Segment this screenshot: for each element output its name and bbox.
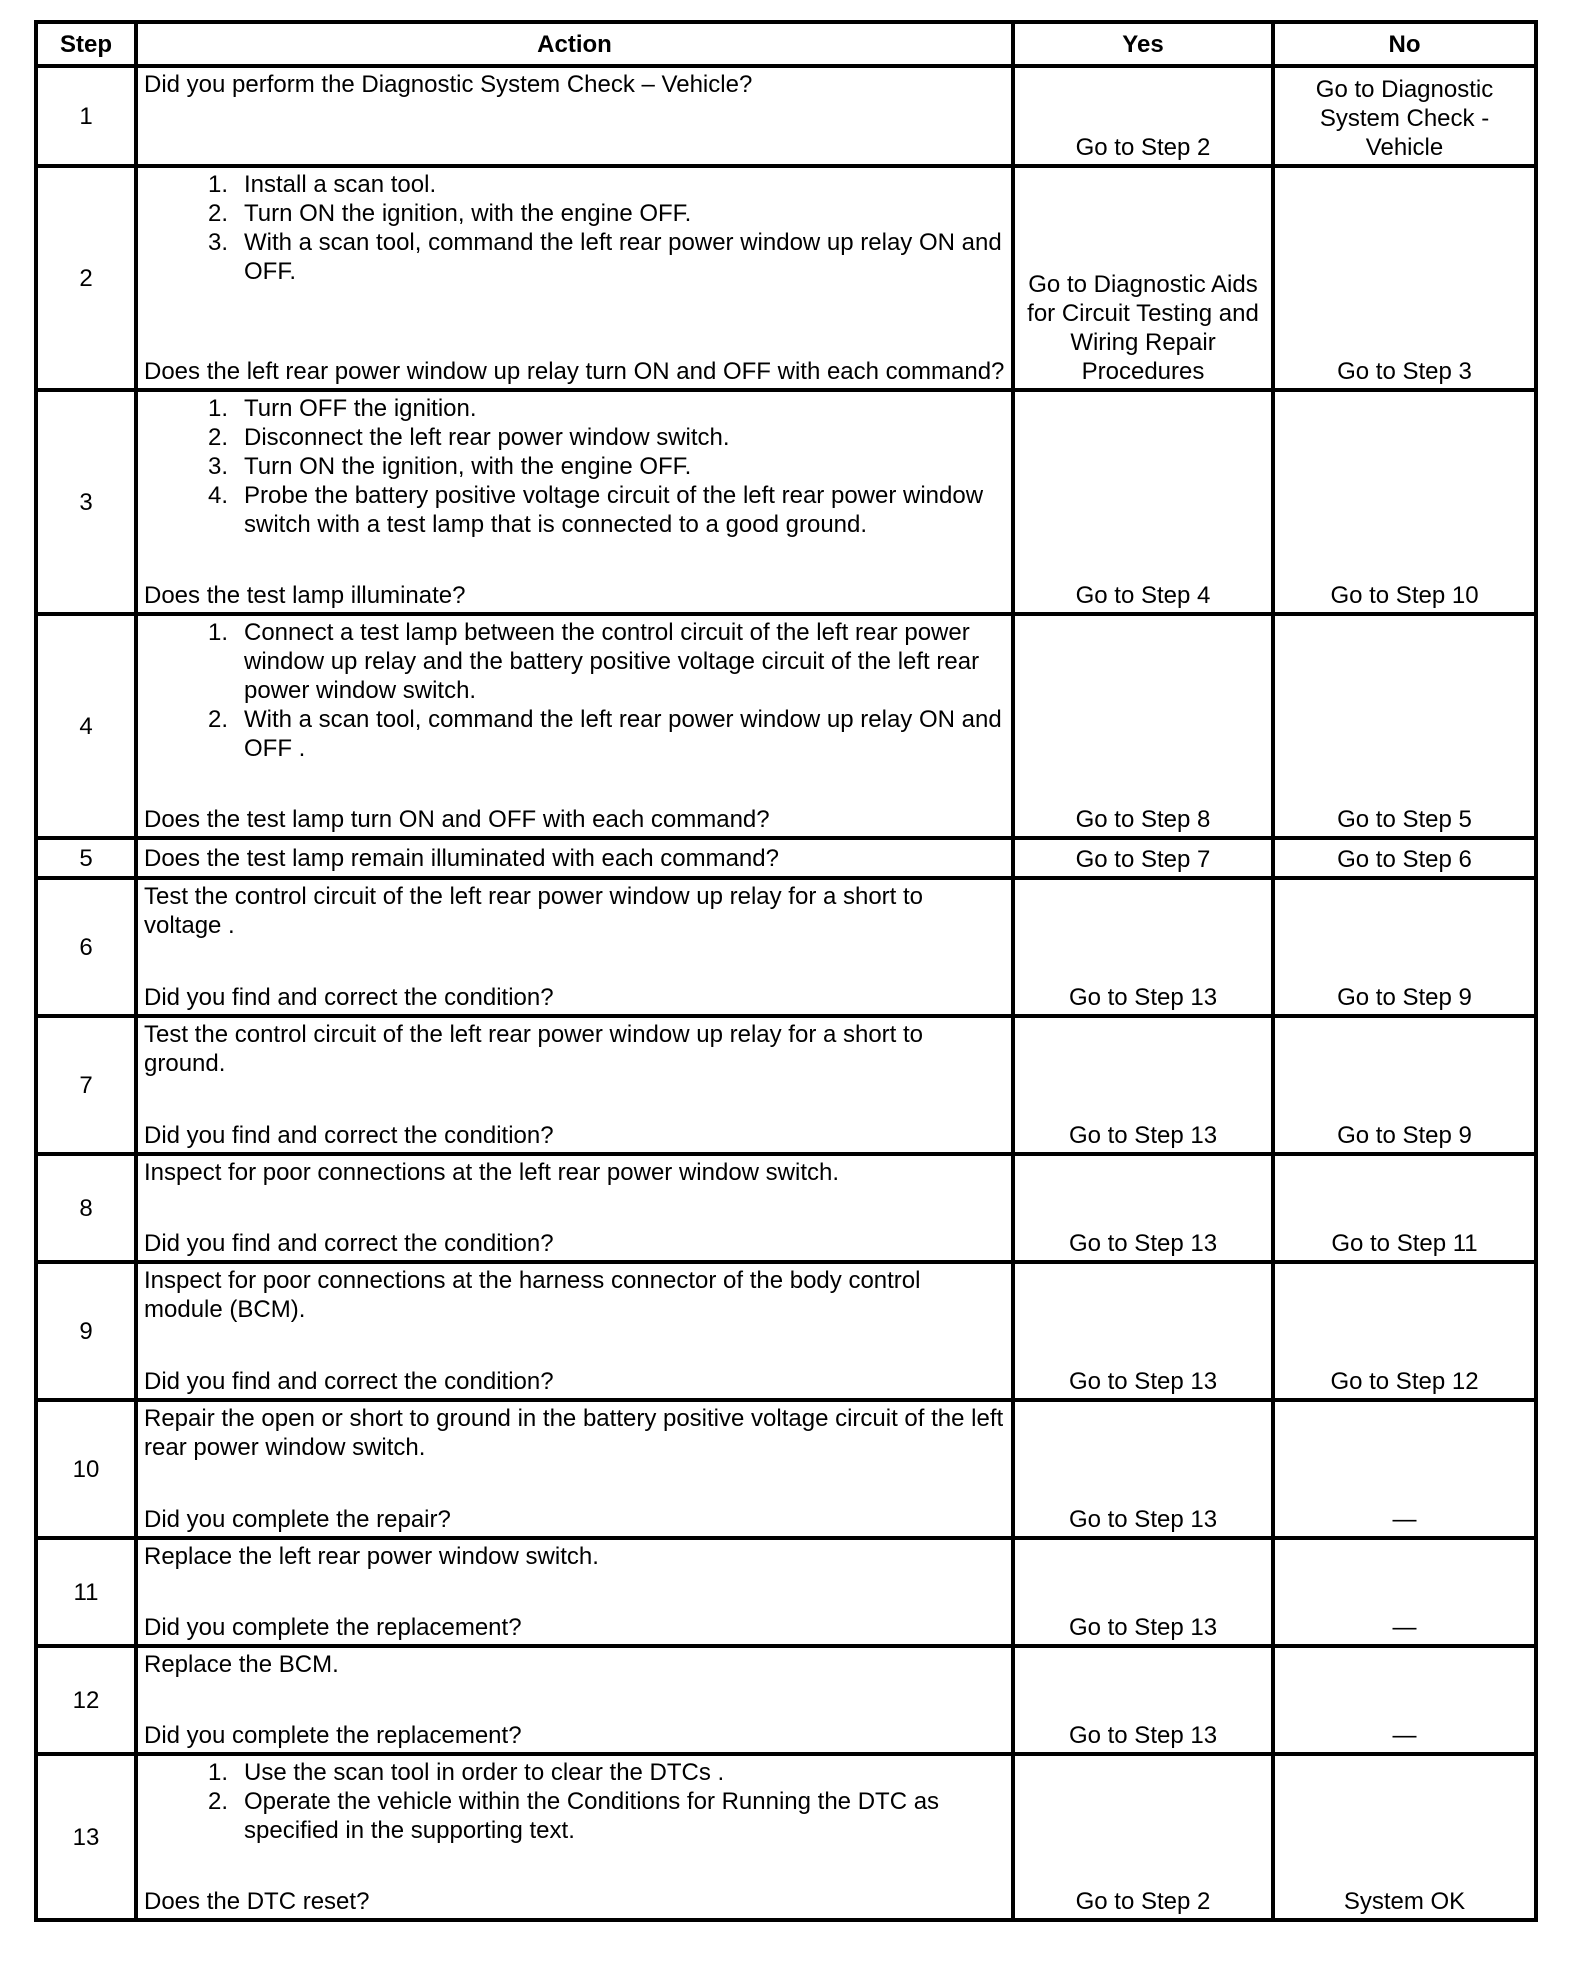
action-cell bbox=[136, 1646, 1013, 1754]
sub-step: 1. Use the scan tool in order to clear the DTCs . bbox=[207, 1759, 725, 1786]
action-cell bbox=[136, 838, 1013, 878]
step-number: 1 bbox=[36, 66, 136, 166]
table-row bbox=[36, 1400, 1536, 1538]
no-cell: Go to Step 11 bbox=[1273, 1154, 1536, 1262]
action-question: Does the test lamp illuminate? bbox=[144, 582, 466, 609]
step-number: 13 bbox=[36, 1754, 136, 1920]
table-row bbox=[36, 1646, 1536, 1754]
step-number: 7 bbox=[36, 1016, 136, 1154]
no-cell: — bbox=[1273, 1400, 1536, 1538]
table-row bbox=[36, 878, 1536, 1016]
sub-step: 1. Install a scan tool. bbox=[207, 171, 437, 198]
table-row bbox=[36, 166, 1536, 390]
no-cell: Go to Step 12 bbox=[1273, 1262, 1536, 1400]
yes-cell: Go to Step 2 bbox=[1013, 66, 1273, 166]
action-question: Did you complete the replacement? bbox=[144, 1614, 522, 1641]
action-question: Did you complete the replacement? bbox=[144, 1722, 522, 1749]
action-cell bbox=[136, 614, 1013, 838]
sub-step: 2. Turn ON the ignition, with the engine OFF. bbox=[207, 200, 692, 227]
action-question: Did you find and correct the condition? bbox=[144, 1230, 554, 1257]
no-cell: Go to Step 6 bbox=[1273, 838, 1536, 878]
action-cell bbox=[136, 878, 1013, 1016]
action-question: Did you find and correct the condition? bbox=[144, 1368, 554, 1395]
action-cell bbox=[136, 66, 1013, 166]
action-question: Does the test lamp turn ON and OFF with each command? bbox=[144, 806, 770, 833]
action-cell bbox=[136, 166, 1013, 390]
yes-cell: Go to Step 8 bbox=[1013, 614, 1273, 838]
sub-step-list bbox=[144, 618, 1005, 763]
action-cell bbox=[136, 390, 1013, 614]
step-number: 12 bbox=[36, 1646, 136, 1754]
header-no: No bbox=[1273, 22, 1536, 66]
no-cell: Go to Step 9 bbox=[1273, 1016, 1536, 1154]
diagnostic-table-container bbox=[34, 20, 1534, 1918]
sub-step: 2. Disconnect the left rear power window switch. bbox=[207, 424, 730, 451]
yes-cell: Go to Step 13 bbox=[1013, 1262, 1273, 1400]
no-cell: System OK bbox=[1273, 1754, 1536, 1920]
action-question: Did you find and correct the condition? bbox=[144, 984, 554, 1011]
sub-step-list bbox=[144, 170, 1005, 286]
action-question: Did you find and correct the condition? bbox=[144, 1122, 554, 1149]
no-cell: Go to Step 5 bbox=[1273, 614, 1536, 838]
header-action: Action bbox=[136, 22, 1013, 66]
action-text: Replace the left rear power window switch. bbox=[144, 1543, 599, 1570]
no-cell: Go to Diagnostic System Check - Vehicle bbox=[1273, 66, 1536, 166]
no-cell: — bbox=[1273, 1538, 1536, 1646]
yes-cell: Go to Step 13 bbox=[1013, 1400, 1273, 1538]
table-row bbox=[36, 614, 1536, 838]
no-cell: Go to Step 9 bbox=[1273, 878, 1536, 1016]
table-row bbox=[36, 1262, 1536, 1400]
sub-step-list bbox=[144, 1758, 1005, 1845]
no-cell: Go to Step 3 bbox=[1273, 166, 1536, 390]
yes-cell: Go to Step 13 bbox=[1013, 1154, 1273, 1262]
action-text: Inspect for poor connections at the harness connector of the body control module (BCM). bbox=[144, 1267, 921, 1323]
action-question: Did you perform the Diagnostic System Check – Vehicle? bbox=[144, 71, 753, 98]
diagnostic-table bbox=[34, 20, 1538, 1922]
sub-step: 2. With a scan tool, command the left rear power window up relay ON and OFF . bbox=[207, 706, 1002, 762]
step-number: 2 bbox=[36, 166, 136, 390]
yes-cell: Go to Step 13 bbox=[1013, 1646, 1273, 1754]
action-cell bbox=[136, 1538, 1013, 1646]
action-cell bbox=[136, 1754, 1013, 1920]
yes-cell: Go to Step 13 bbox=[1013, 1538, 1273, 1646]
header-row bbox=[36, 22, 1536, 66]
table-row bbox=[36, 390, 1536, 614]
step-number: 3 bbox=[36, 390, 136, 614]
table-row bbox=[36, 1754, 1536, 1920]
action-text: Repair the open or short to ground in the battery positive voltage circuit of the left rear power window switch. bbox=[144, 1405, 1004, 1461]
action-question: Does the left rear power window up relay turn ON and OFF with each command? bbox=[144, 358, 1005, 385]
sub-step: 3. Turn ON the ignition, with the engine OFF. bbox=[207, 453, 692, 480]
action-cell bbox=[136, 1400, 1013, 1538]
action-cell bbox=[136, 1262, 1013, 1400]
table-row bbox=[36, 1154, 1536, 1262]
step-number: 4 bbox=[36, 614, 136, 838]
step-number: 8 bbox=[36, 1154, 136, 1262]
sub-step: 3. With a scan tool, command the left rear power window up relay ON and OFF. bbox=[207, 229, 1002, 285]
step-number: 9 bbox=[36, 1262, 136, 1400]
no-cell: Go to Step 10 bbox=[1273, 390, 1536, 614]
action-text: Test the control circuit of the left rear power window up relay for a short to ground. bbox=[144, 1021, 924, 1077]
sub-step: 4. Probe the battery positive voltage circuit of the left rear power window switch with a test lamp that is connected to a good ground. bbox=[207, 482, 984, 538]
yes-cell: Go to Step 4 bbox=[1013, 390, 1273, 614]
step-number: 6 bbox=[36, 878, 136, 1016]
sub-step: 1. Turn OFF the ignition. bbox=[207, 395, 477, 422]
sub-step-list bbox=[144, 394, 1005, 539]
action-text: Test the control circuit of the left rear power window up relay for a short to voltage . bbox=[144, 883, 924, 939]
action-question: Does the DTC reset? bbox=[144, 1888, 370, 1915]
step-number: 10 bbox=[36, 1400, 136, 1538]
action-cell bbox=[136, 1154, 1013, 1262]
header-step: Step bbox=[36, 22, 136, 66]
yes-cell: Go to Step 2 bbox=[1013, 1754, 1273, 1920]
sub-step: 1. Connect a test lamp between the control circuit of the left rear power window up relay and the battery positive voltage circuit of the left rear power window switch. bbox=[207, 619, 980, 704]
table-row bbox=[36, 1016, 1536, 1154]
action-question: Does the test lamp remain illuminated with each command? bbox=[144, 844, 779, 872]
yes-cell: Go to Diagnostic Aids for Circuit Testing and Wiring Repair Procedures bbox=[1013, 166, 1273, 390]
action-cell bbox=[136, 1016, 1013, 1154]
sub-step: 2. Operate the vehicle within the Conditions for Running the DTC as specified in the supporting text. bbox=[207, 1788, 940, 1844]
action-text: Replace the BCM. bbox=[144, 1651, 339, 1678]
step-number: 5 bbox=[36, 838, 136, 878]
step-number: 11 bbox=[36, 1538, 136, 1646]
no-cell: — bbox=[1273, 1646, 1536, 1754]
table-row bbox=[36, 1538, 1536, 1646]
yes-cell: Go to Step 13 bbox=[1013, 878, 1273, 1016]
table-row bbox=[36, 66, 1536, 166]
action-text: Inspect for poor connections at the left rear power window switch. bbox=[144, 1159, 840, 1186]
table-row bbox=[36, 838, 1536, 878]
header-yes: Yes bbox=[1013, 22, 1273, 66]
yes-cell: Go to Step 13 bbox=[1013, 1016, 1273, 1154]
yes-cell: Go to Step 7 bbox=[1013, 838, 1273, 878]
action-question: Did you complete the repair? bbox=[144, 1506, 451, 1533]
